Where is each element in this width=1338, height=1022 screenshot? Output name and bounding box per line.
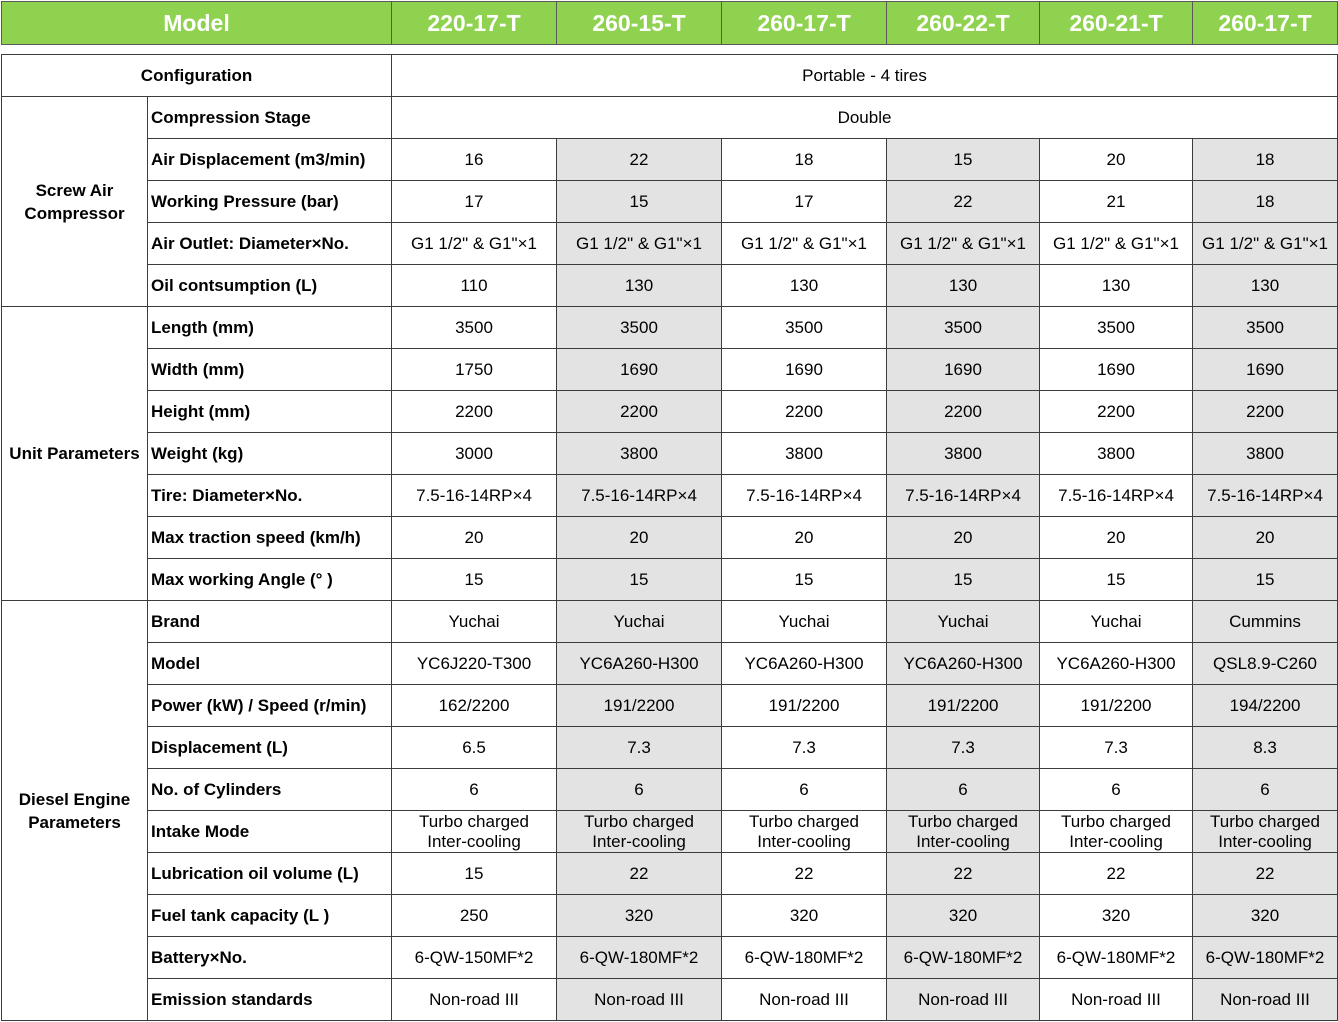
spec-value-line: Inter-cooling [916, 831, 1010, 851]
spec-value: 15 [1193, 559, 1338, 601]
spec-value [1040, 811, 1193, 853]
spec-value: Yuchai [1040, 601, 1193, 643]
spec-value: YC6A260-H300 [1040, 643, 1193, 685]
spec-value: 20 [1040, 139, 1193, 181]
spec-value: Non-road III [1040, 979, 1193, 1021]
spec-value: 1690 [1040, 349, 1193, 391]
spec-row [2, 265, 1338, 307]
spec-row [2, 97, 1338, 139]
spec-value: 162/2200 [392, 685, 557, 727]
spec-value: 6.5 [392, 727, 557, 769]
spec-value: 110 [392, 265, 557, 307]
spec-value-line: Inter-cooling [427, 831, 521, 851]
spec-value: YC6J220-T300 [392, 643, 557, 685]
spec-value: 3800 [557, 433, 722, 475]
spec-value [722, 811, 887, 853]
spec-row [2, 727, 1338, 769]
spec-value: 15 [557, 559, 722, 601]
spec-label: Air Outlet: Diameter×No. [148, 223, 392, 265]
spec-row [2, 223, 1338, 265]
spec-value: 22 [887, 853, 1040, 895]
spec-value: 18 [1193, 181, 1338, 223]
spec-value: 15 [557, 181, 722, 223]
spec-value-span: Double [392, 97, 1338, 139]
section-title: Diesel Engine Parameters [2, 601, 148, 1021]
model-name: 220-17-T [392, 2, 557, 45]
spec-value: 7.5-16-14RP×4 [392, 475, 557, 517]
spec-value [557, 811, 722, 853]
spec-value: 7.5-16-14RP×4 [1193, 475, 1338, 517]
spec-value: 250 [392, 895, 557, 937]
spec-value: 130 [722, 265, 887, 307]
spec-value: QSL8.9-C260 [1193, 643, 1338, 685]
spec-value: Non-road III [722, 979, 887, 1021]
configuration-value: Portable - 4 tires [392, 55, 1338, 97]
spec-value: G1 1/2" & G1"×1 [1193, 223, 1338, 265]
spec-label: No. of Cylinders [148, 769, 392, 811]
spec-value: 17 [392, 181, 557, 223]
spec-row [2, 139, 1338, 181]
spec-value: Yuchai [392, 601, 557, 643]
spec-value: 191/2200 [1040, 685, 1193, 727]
spec-value: 15 [392, 559, 557, 601]
spec-table [1, 54, 1338, 1021]
spec-value: 18 [1193, 139, 1338, 181]
spec-value: 20 [1193, 517, 1338, 559]
spec-label: Intake Mode [148, 811, 392, 853]
spec-value: 320 [1040, 895, 1193, 937]
spec-row [2, 979, 1338, 1021]
spec-row [2, 433, 1338, 475]
spec-value: 3000 [392, 433, 557, 475]
spec-label: Model [148, 643, 392, 685]
spec-value: Non-road III [557, 979, 722, 1021]
spec-value: 1690 [1193, 349, 1338, 391]
spec-value: G1 1/2" & G1"×1 [887, 223, 1040, 265]
spec-value: 1690 [722, 349, 887, 391]
spec-value: 7.3 [722, 727, 887, 769]
spec-row [2, 601, 1338, 643]
section-title: Screw Air Compressor [2, 97, 148, 307]
header-row [2, 2, 1338, 45]
spec-row [2, 643, 1338, 685]
spec-value: 22 [1193, 853, 1338, 895]
spec-row [2, 937, 1338, 979]
model-name: 260-17-T [1193, 2, 1338, 45]
spec-value: 22 [1040, 853, 1193, 895]
spec-value: 6-QW-180MF*2 [1040, 937, 1193, 979]
spec-value: 3500 [722, 307, 887, 349]
spec-value: 20 [1040, 517, 1193, 559]
model-name: 260-22-T [887, 2, 1040, 45]
spec-value: G1 1/2" & G1"×1 [392, 223, 557, 265]
spec-value: 191/2200 [722, 685, 887, 727]
spec-value: 1750 [392, 349, 557, 391]
spec-value: 3500 [392, 307, 557, 349]
spec-label: Height (mm) [148, 391, 392, 433]
spec-value: 7.5-16-14RP×4 [887, 475, 1040, 517]
spec-value-line: Turbo charged [419, 811, 529, 831]
spec-label: Emission standards [148, 979, 392, 1021]
spec-label: Fuel tank capacity (L ) [148, 895, 392, 937]
spec-row [2, 349, 1338, 391]
spec-value: Non-road III [887, 979, 1040, 1021]
spec-value: 16 [392, 139, 557, 181]
spec-value: 22 [887, 181, 1040, 223]
spec-label: Weight (kg) [148, 433, 392, 475]
spec-label: Max traction speed (km/h) [148, 517, 392, 559]
spec-row [2, 307, 1338, 349]
spec-value: 6 [392, 769, 557, 811]
spec-value: 6 [557, 769, 722, 811]
spec-value: Non-road III [1193, 979, 1338, 1021]
spec-value: 130 [1040, 265, 1193, 307]
spec-row [2, 391, 1338, 433]
spec-value: 6-QW-180MF*2 [887, 937, 1040, 979]
spec-value-line: Turbo charged [749, 811, 859, 831]
spec-value: 20 [392, 517, 557, 559]
spec-label: Displacement (L) [148, 727, 392, 769]
spec-value: 6 [722, 769, 887, 811]
spec-value: 2200 [887, 391, 1040, 433]
configuration-row [2, 55, 1338, 97]
spec-label: Lubrication oil volume (L) [148, 853, 392, 895]
spec-value: 18 [722, 139, 887, 181]
spec-value: Cummins [1193, 601, 1338, 643]
spec-value: 20 [887, 517, 1040, 559]
spec-value [392, 811, 557, 853]
spec-value: 320 [1193, 895, 1338, 937]
spec-value-line: Turbo charged [1061, 811, 1171, 831]
model-name: 260-15-T [557, 2, 722, 45]
spec-row [2, 769, 1338, 811]
spec-value: 191/2200 [887, 685, 1040, 727]
spec-label: Brand [148, 601, 392, 643]
spec-value: 6 [887, 769, 1040, 811]
spec-value: 20 [557, 517, 722, 559]
spec-value: 7.5-16-14RP×4 [557, 475, 722, 517]
spec-value: YC6A260-H300 [722, 643, 887, 685]
spec-value: 320 [887, 895, 1040, 937]
spec-value: 22 [557, 853, 722, 895]
spec-row [2, 895, 1338, 937]
spec-row [2, 853, 1338, 895]
spec-value: 8.3 [1193, 727, 1338, 769]
spec-value: 3500 [1040, 307, 1193, 349]
spec-value: Yuchai [722, 601, 887, 643]
spec-value: 22 [557, 139, 722, 181]
spec-row [2, 517, 1338, 559]
configuration-label: Configuration [2, 55, 392, 97]
spec-value: 6 [1040, 769, 1193, 811]
spec-value: Yuchai [557, 601, 722, 643]
spec-value: 2200 [1040, 391, 1193, 433]
spec-row [2, 685, 1338, 727]
spec-label: Power (kW) / Speed (r/min) [148, 685, 392, 727]
spec-label: Width (mm) [148, 349, 392, 391]
spec-value: 320 [557, 895, 722, 937]
spec-value: 3800 [887, 433, 1040, 475]
spec-value: 1690 [557, 349, 722, 391]
spec-value: 130 [557, 265, 722, 307]
spec-value: 130 [887, 265, 1040, 307]
spec-value: 15 [887, 139, 1040, 181]
spec-row [2, 181, 1338, 223]
spec-value: 3500 [1193, 307, 1338, 349]
spec-value: 15 [722, 559, 887, 601]
spec-label: Tire: Diameter×No. [148, 475, 392, 517]
spec-value-line: Turbo charged [908, 811, 1018, 831]
spec-row [2, 475, 1338, 517]
spec-value: 7.3 [557, 727, 722, 769]
spec-value: 1690 [887, 349, 1040, 391]
spec-value: Yuchai [887, 601, 1040, 643]
spec-label: Working Pressure (bar) [148, 181, 392, 223]
spec-value: 6-QW-180MF*2 [722, 937, 887, 979]
spec-value: Non-road III [392, 979, 557, 1021]
spec-value: G1 1/2" & G1"×1 [557, 223, 722, 265]
spec-value: YC6A260-H300 [557, 643, 722, 685]
spec-value-line: Inter-cooling [1069, 831, 1163, 851]
spec-value: 15 [887, 559, 1040, 601]
spec-value: 6-QW-180MF*2 [1193, 937, 1338, 979]
spec-value: 194/2200 [1193, 685, 1338, 727]
spec-label: Length (mm) [148, 307, 392, 349]
spec-value: 15 [1040, 559, 1193, 601]
spec-value [887, 811, 1040, 853]
spec-value: G1 1/2" & G1"×1 [722, 223, 887, 265]
spec-value: 3500 [557, 307, 722, 349]
spec-value: 2200 [1193, 391, 1338, 433]
spec-value: 7.3 [887, 727, 1040, 769]
spec-value: 320 [722, 895, 887, 937]
spec-value: 3800 [1193, 433, 1338, 475]
spec-value-line: Turbo charged [584, 811, 694, 831]
spec-row [2, 811, 1338, 853]
spec-label: Air Displacement (m3/min) [148, 139, 392, 181]
spec-label: Compression Stage [148, 97, 392, 139]
spec-value: 20 [722, 517, 887, 559]
model-name: 260-21-T [1040, 2, 1193, 45]
spec-value: 3800 [1040, 433, 1193, 475]
spec-body [2, 55, 1338, 1021]
spec-value [1193, 811, 1338, 853]
spec-value: 17 [722, 181, 887, 223]
section-title: Unit Parameters [2, 307, 148, 601]
spec-value: 21 [1040, 181, 1193, 223]
spec-value: 22 [722, 853, 887, 895]
spec-value-line: Inter-cooling [757, 831, 851, 851]
spec-value: 6 [1193, 769, 1338, 811]
spec-row [2, 559, 1338, 601]
spec-value: 130 [1193, 265, 1338, 307]
spec-value-line: Inter-cooling [1218, 831, 1312, 851]
spec-value: G1 1/2" & G1"×1 [1040, 223, 1193, 265]
spec-value: 2200 [557, 391, 722, 433]
spec-value: 15 [392, 853, 557, 895]
spec-value: YC6A260-H300 [887, 643, 1040, 685]
spec-value: 6-QW-150MF*2 [392, 937, 557, 979]
header-table [1, 1, 1338, 45]
spec-value: 191/2200 [557, 685, 722, 727]
spec-value: 2200 [722, 391, 887, 433]
spec-value: 3500 [887, 307, 1040, 349]
spec-value: 7.5-16-14RP×4 [722, 475, 887, 517]
spec-value: 6-QW-180MF*2 [557, 937, 722, 979]
spec-label: Battery×No. [148, 937, 392, 979]
spec-value: 7.5-16-14RP×4 [1040, 475, 1193, 517]
spec-value: 7.3 [1040, 727, 1193, 769]
spec-label: Max working Angle (° ) [148, 559, 392, 601]
spec-value: 3800 [722, 433, 887, 475]
spec-value: 2200 [392, 391, 557, 433]
spec-value-line: Inter-cooling [592, 831, 686, 851]
model-name: 260-17-T [722, 2, 887, 45]
model-header: Model [2, 2, 392, 45]
spec-label: Oil contsumption (L) [148, 265, 392, 307]
spec-value-line: Turbo charged [1210, 811, 1320, 831]
